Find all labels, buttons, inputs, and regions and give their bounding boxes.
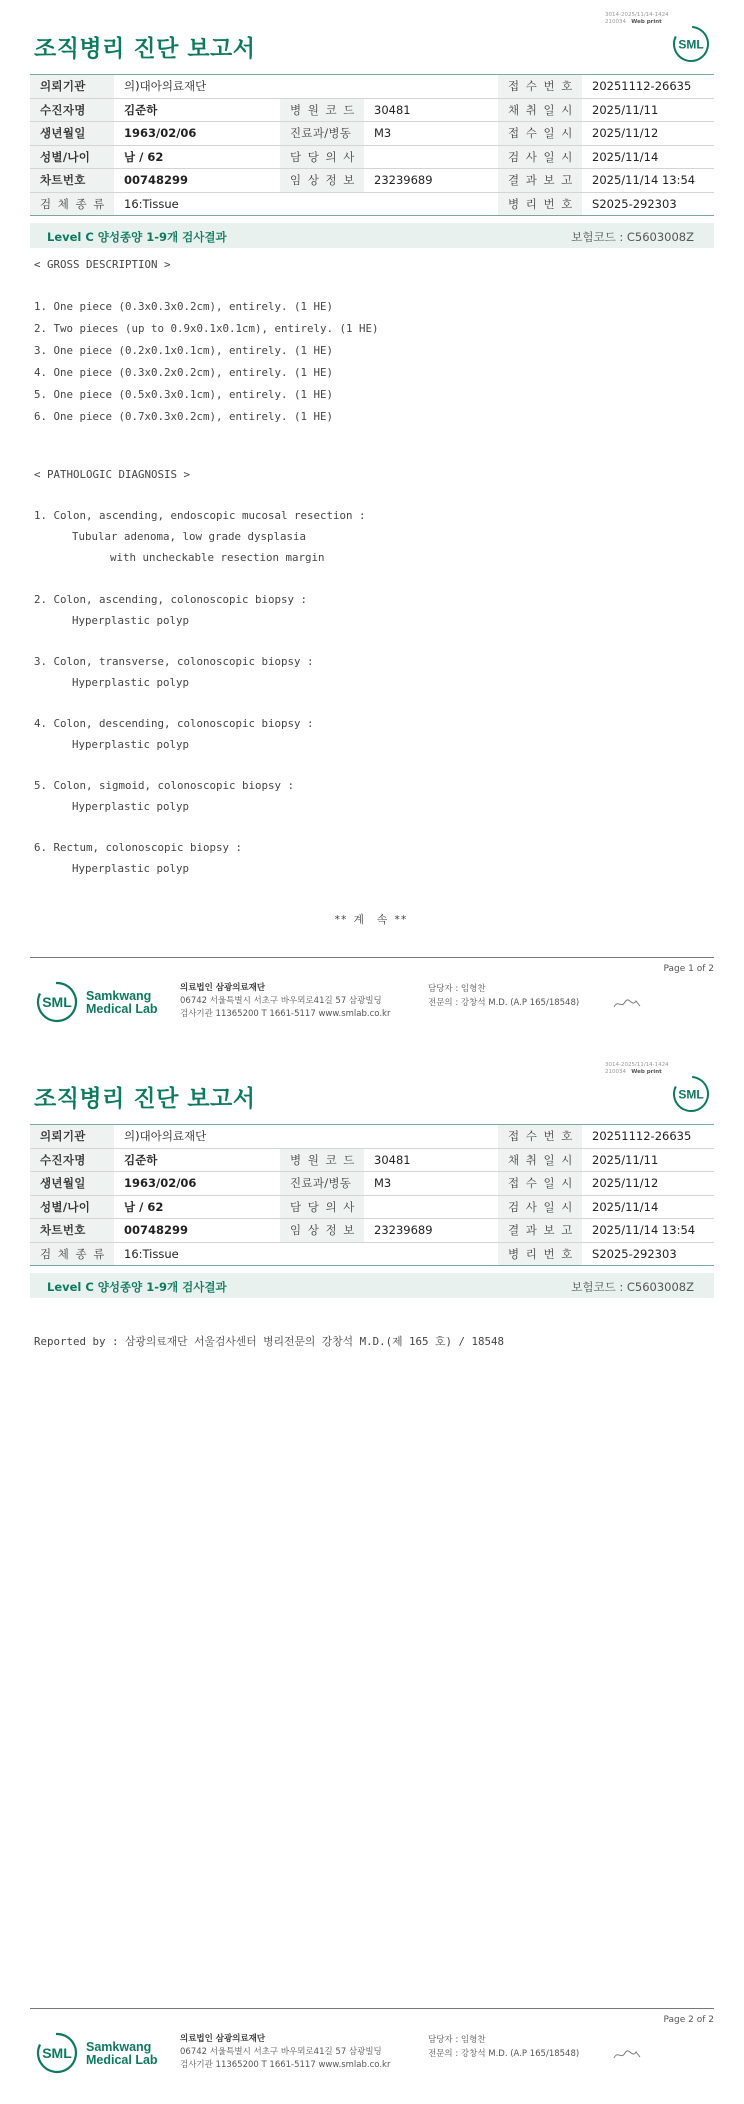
result-title: Level C 양성종양 1-9개 검사결과: [47, 1280, 227, 1294]
specimen-value: 16:Tissue: [114, 1242, 498, 1266]
specialist-signature: [612, 2048, 642, 2062]
doctor-value: [364, 145, 498, 169]
tested-value: 2025/11/14: [582, 145, 714, 169]
sex-age-label: 성별/나이: [30, 1195, 114, 1219]
footer-address: 의료법인 삼광의료재단 06742 서울특별시 서초구 바우뫼로41길 57 삼광빌딩 검사기관 11365200 T 1661-5117 www.smlab.co.kr: [180, 983, 391, 1019]
chart-value: 00748299: [114, 169, 280, 193]
dob-label: 생년월일: [30, 1172, 114, 1196]
pathology-no-value: S2025-292303: [582, 192, 714, 216]
received-value: 2025/11/12: [582, 122, 714, 146]
sml-badge-logo: [672, 1075, 710, 1113]
insurance-code: 보험코드 : C5603008Z: [571, 230, 694, 244]
dob-value: 1963/02/06: [114, 1172, 280, 1196]
report-page-2: [0, 1050, 744, 2104]
dept-label: 진료과/병동: [280, 122, 364, 146]
continued-marker: ** 계 속 **: [334, 913, 407, 926]
patient-info-table: [30, 1124, 714, 1266]
dept-label: 진료과/병동: [280, 1172, 364, 1196]
reported-label: 결 과 보 고: [498, 169, 582, 193]
doctor-label: 담 당 의 사: [280, 145, 364, 169]
tested-value: 2025/11/14: [582, 1195, 714, 1219]
hospital-code-value: 30481: [364, 1148, 498, 1172]
receipt-no-label: 접 수 번 호: [498, 75, 582, 99]
footer-divider: [30, 2008, 714, 2009]
gross-item: 6. One piece (0.7x0.3x0.2cm), entirely. (1 HE): [34, 410, 334, 423]
footer-staff: 담당자 : 임형찬 전문의 : 강창석 M.D. (A.P 165/18548): [428, 2035, 580, 2059]
specimen-label: 검 체 종 류: [30, 1242, 114, 1266]
received-value: 2025/11/12: [582, 1172, 714, 1196]
info-row: [30, 1219, 714, 1243]
requester-value: 의)대아의료재단: [114, 75, 498, 99]
svg-text:SML: SML: [678, 37, 704, 52]
sex-age-value: 남 / 62: [114, 145, 280, 169]
gross-item: 2. Two pieces (up to 0.9x0.1x0.1cm), entirely. (1 HE): [34, 322, 379, 335]
page-number: Page 2 of 2: [663, 2015, 714, 2025]
clinical-value: 23239689: [364, 169, 498, 193]
info-row: [30, 98, 714, 122]
collected-label: 채 취 일 시: [498, 1148, 582, 1172]
info-row: [30, 1148, 714, 1172]
hospital-code-label: 병 원 코 드: [280, 98, 364, 122]
requester-label: 의뢰기관: [30, 75, 114, 99]
patient-label: 수진자명: [30, 98, 114, 122]
patient-value: 김준하: [114, 1148, 280, 1172]
footer-staff: 담당자 : 임형찬 전문의 : 강창석 M.D. (A.P 165/18548): [428, 984, 580, 1008]
clinical-value: 23239689: [364, 1219, 498, 1243]
info-row: [30, 192, 714, 216]
reported-label: 결 과 보 고: [498, 1219, 582, 1243]
collected-label: 채 취 일 시: [498, 98, 582, 122]
sex-age-value: 남 / 62: [114, 1195, 280, 1219]
diagnosis-result: Hyperplastic polyp: [72, 676, 190, 689]
sml-badge-logo: [672, 25, 710, 63]
document-title: 조직병리 진단 보고서: [34, 1086, 256, 1112]
gross-heading: < GROSS DESCRIPTION >: [34, 258, 171, 271]
diagnosis-site: 4. Colon, descending, colonoscopic biopsy :: [34, 717, 314, 730]
collected-value: 2025/11/11: [582, 98, 714, 122]
info-row: [30, 145, 714, 169]
result-header-bar: [30, 223, 714, 248]
specimen-value: 16:Tissue: [114, 192, 498, 216]
svg-text:SML: SML: [42, 2045, 72, 2061]
info-row: [30, 75, 714, 99]
diagnosis-site: 2. Colon, ascending, colonoscopic biopsy :: [34, 593, 308, 606]
report-page-1: [0, 0, 744, 1050]
diagnosis-result: Hyperplastic polyp: [72, 614, 190, 627]
gross-item: 5. One piece (0.5x0.3x0.1cm), entirely. (1 HE): [34, 388, 334, 401]
brand-name: Samkwang Medical Lab: [86, 2040, 158, 2067]
footer-address: 의료법인 삼광의료재단 06742 서울특별시 서초구 바우뫼로41길 57 삼광빌딩 검사기관 11365200 T 1661-5117 www.smlab.co.kr: [180, 2034, 391, 2070]
specimen-label: 검 체 종 류: [30, 192, 114, 216]
pathology-no-value: S2025-292303: [582, 1242, 714, 1266]
diagnosis-result-note: with uncheckable resection margin: [110, 551, 325, 564]
print-meta: 3014-2025/11/14-1424 210034 Web print: [605, 12, 669, 25]
document-title: 조직병리 진단 보고서: [34, 36, 256, 62]
pathology-no-label: 병 리 번 호: [498, 192, 582, 216]
diagnosis-result: Tubular adenoma, low grade dysplasia: [72, 530, 307, 543]
collected-value: 2025/11/11: [582, 1148, 714, 1172]
dept-value: M3: [364, 1172, 498, 1196]
requester-value: 의)대아의료재단: [114, 1125, 498, 1149]
clinical-label: 임 상 정 보: [280, 169, 364, 193]
tested-label: 검 사 일 시: [498, 1195, 582, 1219]
doctor-value: [364, 1195, 498, 1219]
patient-label: 수진자명: [30, 1148, 114, 1172]
patient-value: 김준하: [114, 98, 280, 122]
diagnosis-site: 1. Colon, ascending, endoscopic mucosal resection :: [34, 509, 366, 522]
gross-item: 3. One piece (0.2x0.1x0.1cm), entirely. (1 HE): [34, 344, 334, 357]
diagnosis-site: 6. Rectum, colonoscopic biopsy :: [34, 841, 243, 854]
gross-item: 1. One piece (0.3x0.3x0.2cm), entirely. (1 HE): [34, 300, 334, 313]
receipt-no-value: 20251112-26635: [582, 75, 714, 99]
sex-age-label: 성별/나이: [30, 145, 114, 169]
result-title: Level C 양성종양 1-9개 검사결과: [47, 230, 227, 244]
diagnosis-result: Hyperplastic polyp: [72, 800, 190, 813]
chart-label: 차트번호: [30, 169, 114, 193]
reported-by: Reported by : 삼광의료재단 서울검사센터 병리전문의 강창석 M.D.(제 165 호) / 18548: [34, 1335, 504, 1348]
svg-text:SML: SML: [42, 994, 72, 1010]
info-row: [30, 122, 714, 146]
result-header-bar: [30, 1273, 714, 1298]
received-label: 접 수 일 시: [498, 122, 582, 146]
dob-label: 생년월일: [30, 122, 114, 146]
hospital-code-value: 30481: [364, 98, 498, 122]
info-row: [30, 1195, 714, 1219]
diagnosis-site: 5. Colon, sigmoid, colonoscopic biopsy :: [34, 779, 295, 792]
diagnosis-result: Hyperplastic polyp: [72, 738, 190, 751]
gross-item: 4. One piece (0.3x0.2x0.2cm), entirely. (1 HE): [34, 366, 334, 379]
patient-info-table: [30, 74, 714, 216]
diagnosis-heading: < PATHOLOGIC DIAGNOSIS >: [34, 468, 191, 481]
diagnosis-result: Hyperplastic polyp: [72, 862, 190, 875]
received-label: 접 수 일 시: [498, 1172, 582, 1196]
receipt-no-value: 20251112-26635: [582, 1125, 714, 1149]
insurance-code: 보험코드 : C5603008Z: [571, 1280, 694, 1294]
info-row: [30, 1172, 714, 1196]
info-row: [30, 169, 714, 193]
requester-label: 의뢰기관: [30, 1125, 114, 1149]
diagnosis-site: 3. Colon, transverse, colonoscopic biopsy :: [34, 655, 314, 668]
reported-value: 2025/11/14 13:54: [582, 1219, 714, 1243]
clinical-label: 임 상 정 보: [280, 1219, 364, 1243]
tested-label: 검 사 일 시: [498, 145, 582, 169]
pathology-no-label: 병 리 번 호: [498, 1242, 582, 1266]
doctor-label: 담 당 의 사: [280, 1195, 364, 1219]
chart-label: 차트번호: [30, 1219, 114, 1243]
specialist-signature: [612, 997, 642, 1011]
hospital-code-label: 병 원 코 드: [280, 1148, 364, 1172]
reported-value: 2025/11/14 13:54: [582, 169, 714, 193]
info-row: [30, 1125, 714, 1149]
svg-text:SML: SML: [678, 1087, 704, 1102]
brand-name: Samkwang Medical Lab: [86, 989, 158, 1016]
receipt-no-label: 접 수 번 호: [498, 1125, 582, 1149]
chart-value: 00748299: [114, 1219, 280, 1243]
info-row: [30, 1242, 714, 1266]
page-number: Page 1 of 2: [663, 964, 714, 974]
dept-value: M3: [364, 122, 498, 146]
footer-divider: [30, 957, 714, 958]
print-meta: 3014-2025/11/14-1424 210034 Web print: [605, 1062, 669, 1075]
dob-value: 1963/02/06: [114, 122, 280, 146]
